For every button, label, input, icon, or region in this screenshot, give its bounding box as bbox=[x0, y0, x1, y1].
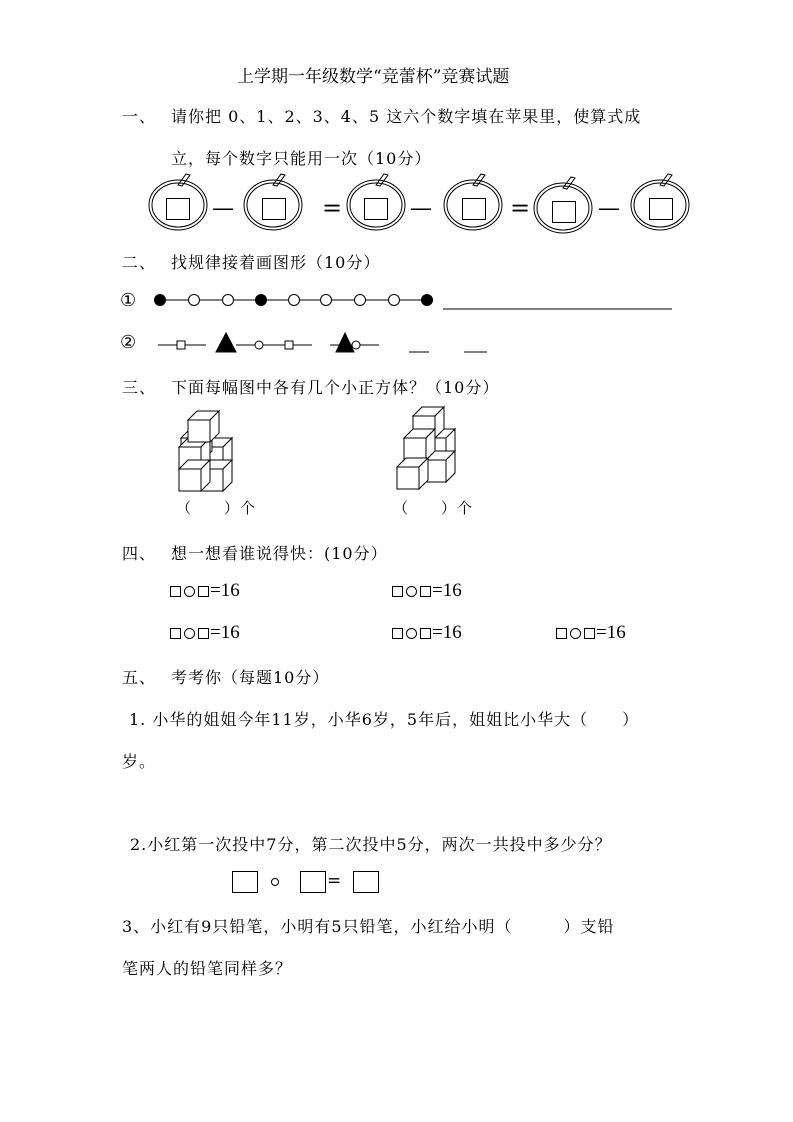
equation-result: =16 bbox=[432, 622, 462, 643]
question-2: 2.小红第一次投中7分，第二次投中5分，两次一共投中多少分？ bbox=[130, 835, 612, 854]
section-5-instruction: 考考你（每题10分） bbox=[171, 668, 330, 687]
q2-equals-sign: = bbox=[327, 871, 342, 891]
cube-count-blank-2[interactable]: （ ）个 bbox=[393, 499, 474, 517]
minus-sign: — bbox=[598, 196, 620, 221]
section-3-instruction: 下面每幅图中各有几个小正方体？（10分） bbox=[171, 378, 500, 397]
equation-result: =16 bbox=[210, 622, 240, 643]
q2-answer-box-2[interactable] bbox=[300, 871, 326, 893]
section-4-number: 四、 bbox=[122, 544, 157, 563]
equation-result: =16 bbox=[432, 580, 462, 601]
equals-sign: = bbox=[510, 194, 531, 222]
section-2-instruction: 找规律接着画图形（10分） bbox=[171, 253, 381, 272]
equation-result: =16 bbox=[210, 580, 240, 601]
page-title: 上学期一年级数学“竞蕾杯”竞赛试题 bbox=[237, 67, 510, 87]
section-5-number: 五、 bbox=[122, 668, 157, 687]
section-1-number: 一、 bbox=[122, 107, 157, 126]
pattern-2-label: ② bbox=[120, 332, 137, 353]
section-4-instruction: 想一想看谁说得快：(10分） bbox=[171, 544, 388, 563]
equals-sign: = bbox=[322, 194, 343, 222]
section-1-instruction-line2: 立，每个数字只能用一次（10分） bbox=[171, 149, 432, 168]
question-1-line2: 岁。 bbox=[122, 752, 157, 771]
question-3-line1: 3、小红有9只铅笔，小明有5只铅笔，小红给小明（ ）支铅 bbox=[122, 917, 615, 936]
pattern-1-label: ① bbox=[120, 290, 137, 311]
section-2-number: 二、 bbox=[122, 253, 157, 272]
minus-sign: — bbox=[212, 196, 234, 221]
cube-count-blank-1[interactable]: （ ）个 bbox=[176, 499, 257, 517]
section-3-number: 三、 bbox=[122, 378, 157, 397]
question-3-line2: 笔两人的铅笔同样多？ bbox=[122, 959, 293, 978]
equation-result: =16 bbox=[596, 622, 626, 643]
question-1-line1: 1. 小华的姐姐今年11岁，小华6岁，5年后，姐姐比小华大（ ） bbox=[129, 710, 640, 729]
section-1-instruction-line1: 请你把 0、1、2、3、4、5 这六个数字填在苹果里，使算式成 bbox=[171, 107, 642, 126]
minus-sign: — bbox=[410, 196, 432, 221]
q2-answer-box-3[interactable] bbox=[353, 871, 379, 893]
